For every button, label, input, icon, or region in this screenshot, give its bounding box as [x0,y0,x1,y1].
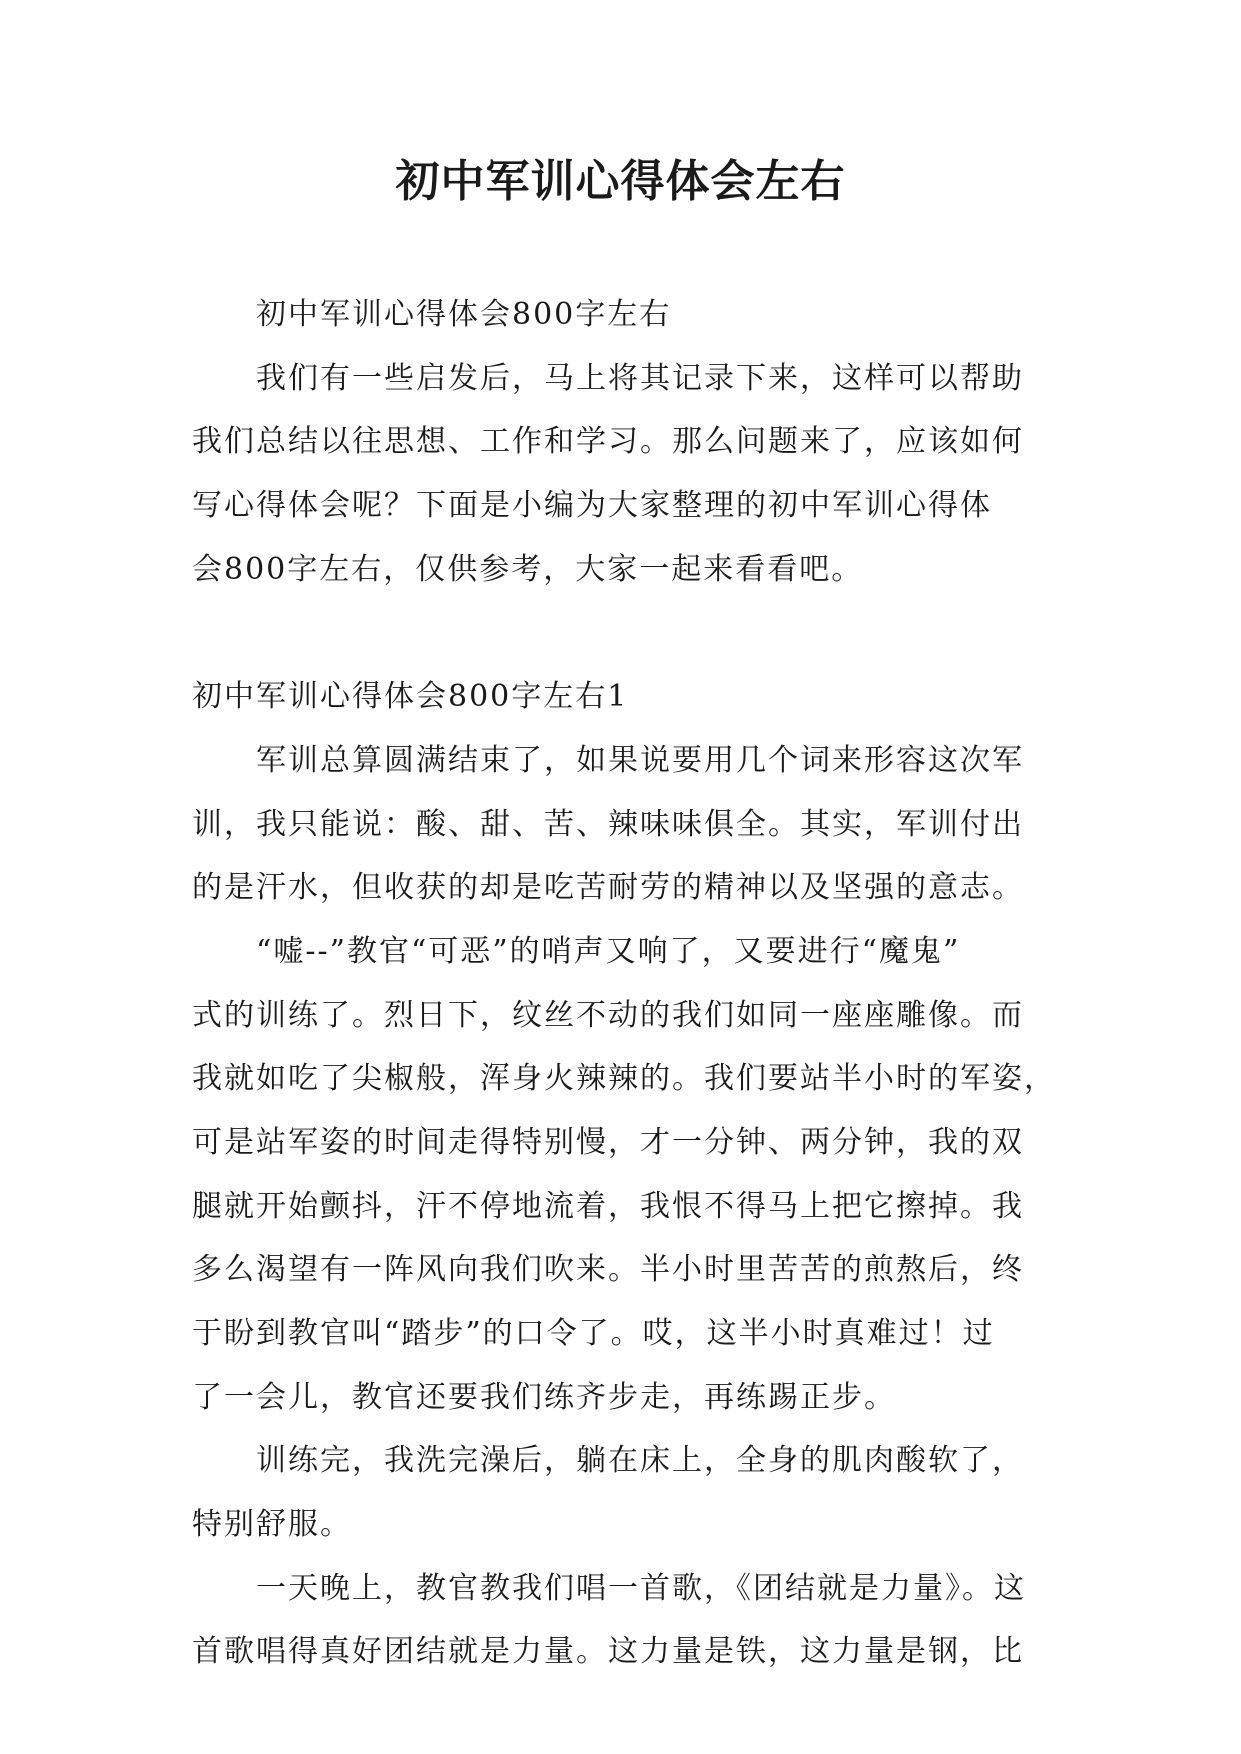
document-title: 初中军训心得体会左右 [395,156,846,207]
paragraph-line: 会800字左右，仅供参考，大家一起来看看吧。 [192,551,864,587]
paragraph-line: 多么渴望有一阵风向我们吹来。半小时里苦苦的煎熬后，终 [192,1252,1024,1288]
document-body [192,285,1058,1686]
paragraph-line: 首歌唱得真好团结就是力量。这力量是铁，这力量是钢，比 [192,1634,1024,1670]
paragraph-line: 训，我只能说：酸、甜、苦、辣味味俱全。其实，军训付出 [192,806,1024,842]
paragraph-line: 可是站军姿的时间走得特别慢，才一分钟、两分钟，我的双 [192,1124,1024,1160]
paragraph-line: 军训总算圆满结束了，如果说要用几个词来形容这次军 [256,742,1024,778]
paragraph-line: 我们总结以往思想、工作和学习。那么问题来了，应该如何 [192,424,1024,460]
paragraph-line: 的是汗水，但收获的却是吃苦耐劳的精神以及坚强的意志。 [192,870,1024,906]
paragraph-line: 于盼到教官叫“踏步”的口令了。哎，这半小时真难过！过 [192,1316,995,1351]
section-gap [192,603,1058,667]
paragraph-line: 写心得体会呢？下面是小编为大家整理的初中军训心得体 [192,488,992,524]
paragraph-line: 了一会儿，教官还要我们练齐步走，再练踢正步。 [192,1379,896,1415]
paragraph-line: 式的训练了。烈日下，纹丝不动的我们如同一座座雕像。而 [192,997,1024,1033]
paragraph-line: 训练完，我洗完澡后，躺在床上，全身的肌肉酸软了， [256,1443,1024,1479]
paragraph-line: 我们有一些启发后，马上将其记录下来，这样可以帮助 [256,360,1024,396]
section-heading: 初中军训心得体会800字左右1 [192,679,629,715]
paragraph-line: 腿就开始颤抖，汗不停地流着，我恨不得马上把它擦掉。我 [192,1188,1024,1224]
paragraph-line: 一天晚上，教官教我们唱一首歌，《团结就是力量》。这 [256,1570,1026,1606]
paragraph-line: 我就如吃了尖椒般，浑身火辣辣的。我们要站半小时的军姿， [192,1061,1056,1097]
paragraph-line: 特别舒服。 [192,1507,352,1543]
paragraph-line: 初中军训心得体会800字左右 [256,297,672,332]
paragraph-line: “嘘--”教官“可恶”的哨声又响了，又要进行“魔鬼” [256,933,961,969]
